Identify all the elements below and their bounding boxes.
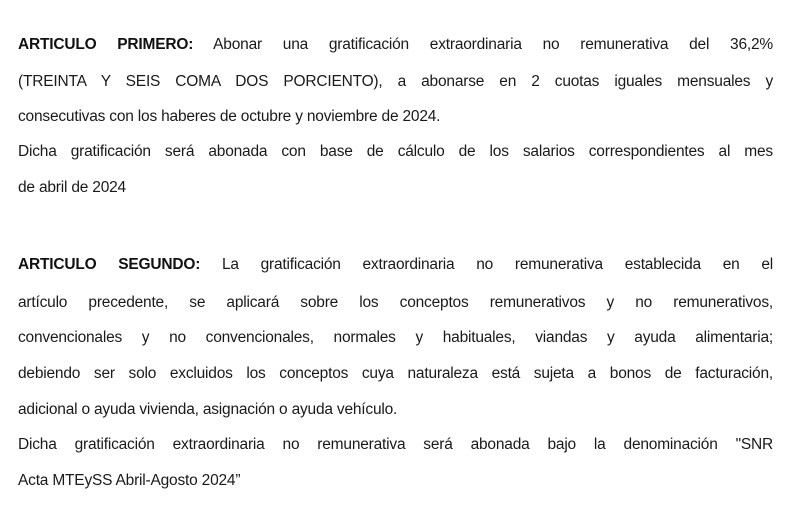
article-heading: ARTICULO PRIMERO: [18,36,194,53]
paragraph-line: (TREINTA Y SEIS COMA DOS PORCIENTO), a abonarse en 2 cuotas iguales mensuales y [18,73,773,90]
article-heading: ARTICULO SEGUNDO: [18,256,201,273]
paragraph-line: artículo precedente, se aplicará sobre los conceptos remunerativos y no remunerativos, [18,294,773,311]
paragraph-line: de abril de 2024 [18,179,126,196]
paragraph-line: consecutivas con los haberes de octubre y noviembre de 2024. [18,108,441,125]
paragraph-line [18,33,773,57]
line-text: Abonar una gratificación extraordinaria no remunerativa del 36,2% [193,36,773,53]
paragraph-line: adicional o ayuda vivienda, asignación o ayuda vehículo. [18,401,398,418]
paragraph-line: Dicha gratificación extraordinaria no remunerativa será abonada bajo la denominación "SNR [18,436,773,453]
paragraph-line: Acta MTEySS Abril-Agosto 2024” [18,472,241,489]
paragraph-line: convencionales y no convencionales, normales y habituales, viandas y ayuda alimentaria; [18,329,773,346]
line-text: La gratificación extraordinaria no remunerativa establecida en el [200,256,774,273]
paragraph-line: debiendo ser solo excluidos los conceptos cuya naturaleza está sujeta a bonos de facturación, [18,365,773,382]
paragraph-line: Dicha gratificación será abonada con base de cálculo de los salarios correspondientes al mes [18,143,773,160]
paragraph-line [18,253,773,277]
